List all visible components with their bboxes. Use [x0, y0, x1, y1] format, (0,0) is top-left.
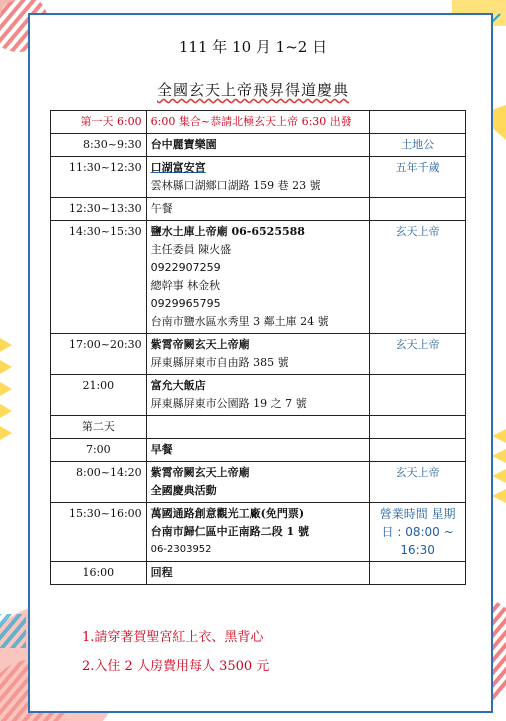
event-date: 111 年 10 月 1~2 日: [178, 38, 328, 56]
schedule-time: 8:30~9:30: [51, 134, 147, 157]
temple-address: 台南市鹽水區水秀里 3 鄰土庫 24 號: [150, 315, 329, 328]
event-title: [0, 79, 506, 100]
table-row: [51, 416, 466, 439]
table-row: [51, 375, 466, 416]
schedule-time: 16:00: [51, 562, 147, 585]
schedule-time: 11:30~12:30: [51, 157, 147, 198]
venue-phone: 06-2303952: [150, 544, 212, 555]
contact-phone: 0922907259: [150, 261, 221, 274]
schedule-time: 第一天 6:00: [51, 111, 147, 134]
table-row: [51, 462, 466, 503]
schedule-desc: [146, 221, 370, 334]
schedule-time: 14:30~15:30: [51, 221, 147, 334]
temple-name: 鹽水土庫上帝廟 06-6525588: [150, 225, 305, 238]
schedule-deity: [370, 416, 466, 439]
hotel-name: 富允大飯店: [150, 379, 206, 392]
schedule-desc: [146, 462, 370, 503]
table-row: [51, 439, 466, 462]
table-row: [51, 157, 466, 198]
table-row: [51, 198, 466, 221]
schedule-desc: 台中麗寶樂園: [146, 134, 370, 157]
schedule-deity: 土地公: [370, 134, 466, 157]
opening-hours: 營業時間 星期日 : 08:00 ~ 16:30: [370, 503, 466, 562]
schedule-deity: [370, 198, 466, 221]
hotel-address: 屏東縣屏東市公園路 19 之 7 號: [150, 397, 307, 410]
schedule-deity: 玄天上帝: [370, 334, 466, 375]
schedule-time: 21:00: [51, 375, 147, 416]
schedule-desc: [146, 503, 370, 562]
event-title-text: 全國玄天上帝飛昇得道慶典: [156, 81, 349, 99]
table-row: [51, 334, 466, 375]
table-row: [51, 562, 466, 585]
schedule-desc: [146, 375, 370, 416]
schedule-table: [50, 110, 466, 585]
table-row: [51, 111, 466, 134]
schedule-time: 第二天: [51, 416, 147, 439]
schedule-time: 8:00~14:20: [51, 462, 147, 503]
schedule-time: 12:30~13:30: [51, 198, 147, 221]
table-row: [51, 221, 466, 334]
schedule-desc: [146, 157, 370, 198]
temple-name: 紫霄帝闕玄天上帝廟: [150, 466, 250, 479]
schedule-desc: 6:00 集合~恭請北極玄天上帝 6:30 出發: [146, 111, 370, 134]
venue-name: 萬國通路創意觀光工廠(免門票): [150, 507, 305, 520]
schedule-deity: 五年千歲: [370, 157, 466, 198]
schedule-deity: [370, 111, 466, 134]
schedule-time: 17:00~20:30: [51, 334, 147, 375]
contact-line: 總幹事 林金秋: [150, 279, 221, 292]
table-row: [51, 134, 466, 157]
schedule-desc: 午餐: [146, 198, 370, 221]
venue-address: 台南市歸仁區中正南路二段 1 號: [150, 525, 309, 538]
temple-name: 紫霄帝闕玄天上帝廟: [150, 338, 250, 351]
schedule-time: 15:30~16:00: [51, 503, 147, 562]
temple-name: 口湖富安宮: [150, 161, 206, 174]
note-room-fee: 2.入住 2 人房費用每人 3500 元: [82, 659, 270, 674]
schedule-desc: 早餐: [146, 439, 370, 462]
schedule-desc: [146, 334, 370, 375]
activity-name: 全國慶典活動: [150, 484, 217, 497]
temple-address: 屏東縣屏東市自由路 385 號: [150, 356, 289, 369]
note-attire: 1.請穿著賀聖宮紅上衣、黑背心: [82, 630, 264, 645]
temple-address: 雲林縣口湖鄉口湖路 159 巷 23 號: [150, 179, 321, 192]
contact-line: 主任委員 陳火盛: [150, 243, 232, 256]
schedule-deity: 玄天上帝: [370, 221, 466, 334]
schedule-deity: [370, 375, 466, 416]
schedule-deity: [370, 562, 466, 585]
table-row: [51, 503, 466, 562]
schedule-deity: 玄天上帝: [370, 462, 466, 503]
schedule-desc: [146, 416, 370, 439]
schedule-deity: [370, 439, 466, 462]
contact-phone: 0929965795: [150, 297, 221, 310]
schedule-time: 7:00: [51, 439, 147, 462]
schedule-desc: 回程: [146, 562, 370, 585]
